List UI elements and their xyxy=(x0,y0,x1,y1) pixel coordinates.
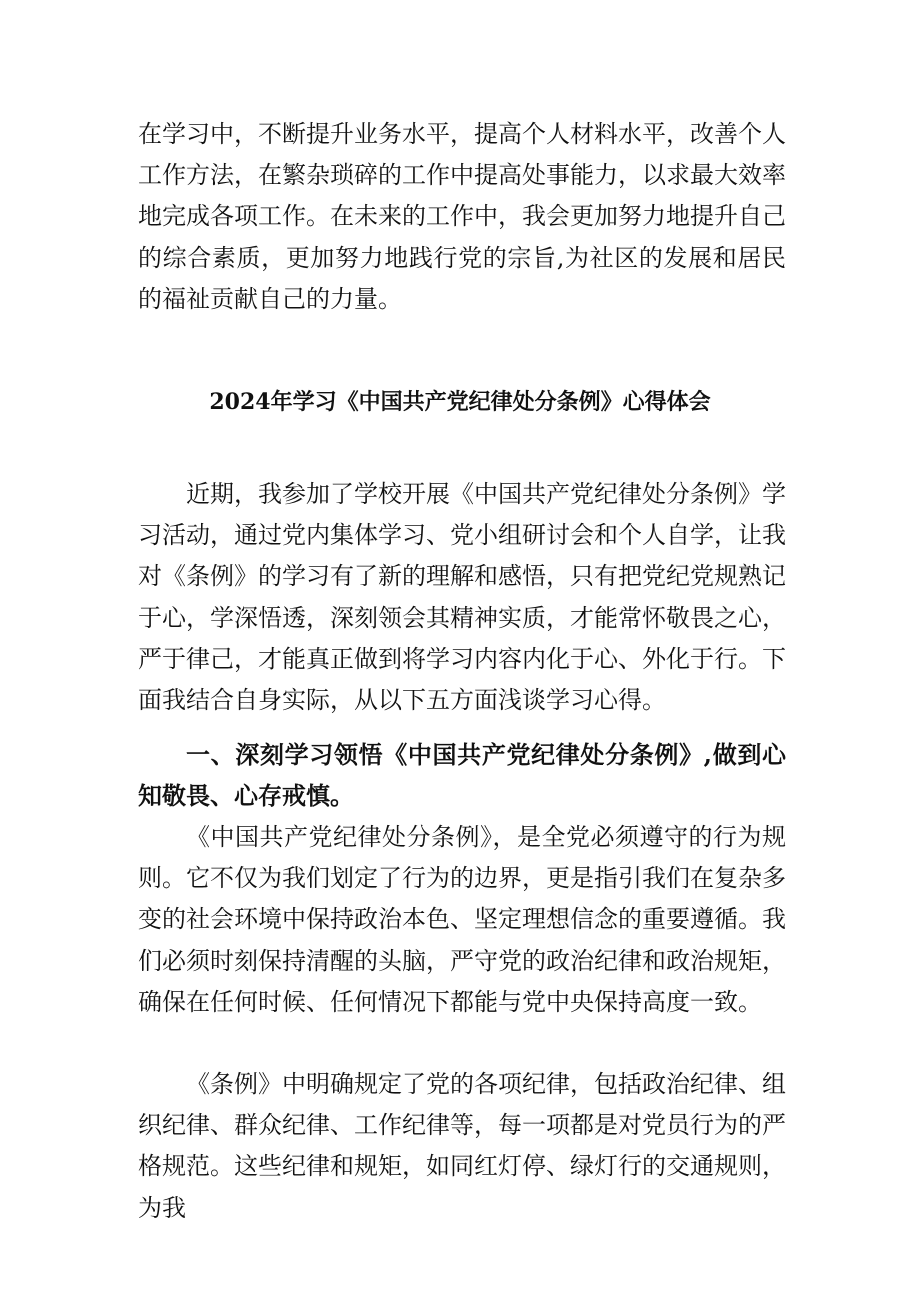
continuation-paragraph: 在学习中，不断提升业务水平，提高个人材料水平，改善个人工作方法，在繁杂琐碎的工作中提高处事能力，以求最大效率地完成各项工作。在未来的工作中，我会更加努力地提升自己的综合素质，更加努力地践行党的宗旨,为社区的发展和居民的福祉贡献自己的力量。 xyxy=(138,120,786,313)
section-one-heading: 一、深刻学习领悟《中国共产党纪律处分条例》,做到心知敬畏、心存戒慎。 xyxy=(138,740,786,811)
document-title: 2024年学习《中国共产党纪律处分条例》心得体会 xyxy=(209,389,711,415)
intro-paragraph: 近期，我参加了学校开展《中国共产党纪律处分条例》学习活动，通过党内集体学习、党小组研讨会和个人自学，让我对《条例》的学习有了新的理解和感悟，只有把党纪党规熟记于心，学深悟透，深刻领会其精神实质，才能常怀敬畏之心，严于律己，才能真正做到将学习内容内化于心、外化于行。下面我结合自身实际，从以下五方面浅谈学习心得。 xyxy=(138,480,786,715)
section-one-paragraph-a: 《中国共产党纪律处分条例》，是全党必须遵守的行为规则。它不仅为我们划定了行为的边界，更是指引我们在复杂多变的社会环境中保持政治本色、坚定理想信念的重要遵循。我们必须时刻保持清醒的头脑，严守党的政治纪律和政治规矩，确保在任何时候、任何情况下都能与党中央保持高度一致。 xyxy=(138,823,786,1016)
section-one-paragraph-b: 《条例》中明确规定了党的各项纪律，包括政治纪律、组织纪律、群众纪律、工作纪律等，每一项都是对党员行为的严格规范。这些纪律和规矩，如同红灯停、绿灯行的交通规则，为我 xyxy=(138,1070,786,1222)
